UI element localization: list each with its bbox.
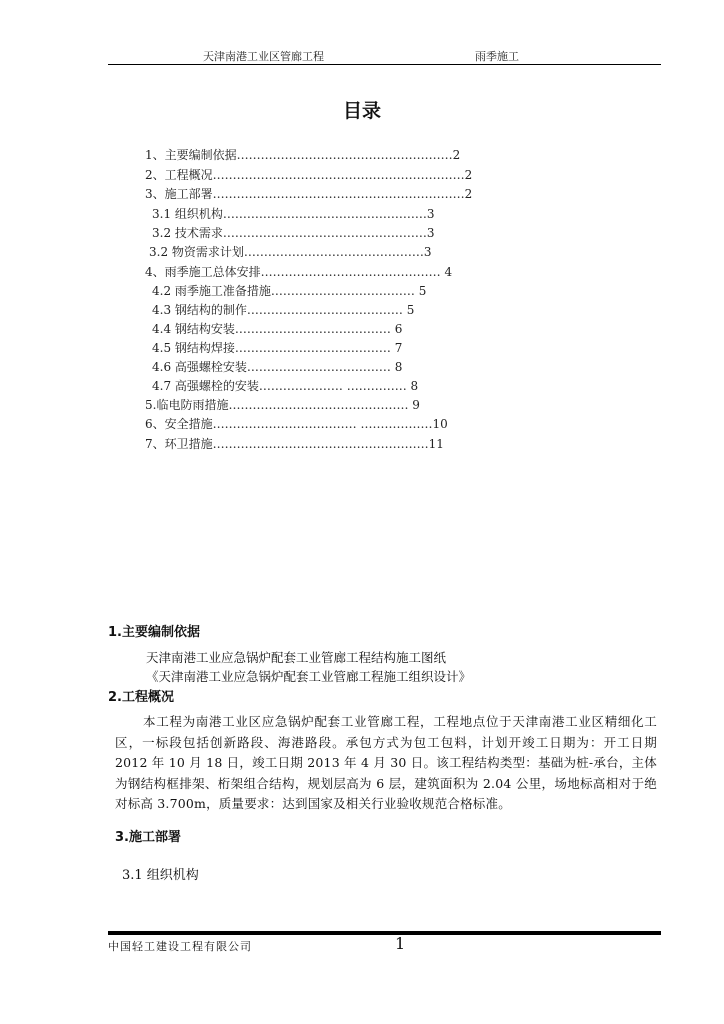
toc-item: 3.2 物资需求计划………………………………………3 <box>149 245 432 259</box>
footer-rule <box>108 931 661 935</box>
subsection-heading: 3.1 组织机构 <box>122 868 199 883</box>
page-number: 1 <box>395 934 406 953</box>
section-heading: 3.施工部署 <box>115 830 181 845</box>
header-rule <box>108 64 661 65</box>
toc-item: 7、环卫措施………………………………………………11 <box>145 437 444 451</box>
toc-item: 4.4 钢结构安装………………………………… 6 <box>152 322 403 336</box>
toc-item: 5.临电防雨措施……………………………………… 9 <box>145 398 420 412</box>
toc-item: 3.2 技术需求……………………………………………3 <box>152 226 435 240</box>
toc-item: 4.2 雨季施工准备措施……………………………… 5 <box>152 284 427 298</box>
toc-item: 3.1 组织机构……………………………………………3 <box>152 207 435 221</box>
toc-item: 1、主要编制依据………………………………………………2 <box>145 148 461 162</box>
section-heading: 2.工程概况 <box>108 690 174 705</box>
header-section-title: 雨季施工 <box>475 50 519 63</box>
footer-company: 中国轻工建设工程有限公司 <box>108 940 252 953</box>
body-paragraph: 本工程为南港工业区应急锅炉配套工业管廊工程，工程地点位于天津南港工业区精细化工区，一标段包括创新路段、海港路段。承包方式为包工包料，计划开竣工日期为：开工日期 2012 年 10 月 18 日，竣工日期 2013 年 4 月 30 日。该工程结构类型：基础为桩-承台，主体为钢结构框排架、桁架组合结构，规划层高为 6 层，建筑面积为 2.04 公里，场地标高相对于绝对标高 3.700m，质量要求：达到国家及相关行业验收规范合格标准。 <box>115 714 657 811</box>
header-project-title: 天津南港工业区管廊工程 <box>203 50 324 63</box>
toc-item: 4.6 高强螺栓安装……………………………… 8 <box>152 360 403 374</box>
section-heading: 1.主要编制依据 <box>108 625 200 640</box>
toc-item: 4、雨季施工总体安排……………………………………… 4 <box>145 265 453 279</box>
body-line: 《天津南港工业应急锅炉配套工业管廊工程施工组织设计》 <box>146 669 472 684</box>
body-line: 天津南港工业应急锅炉配套工业管廊工程结构施工图纸 <box>146 650 447 665</box>
toc-item: 2、工程概况………………………………………………………2 <box>145 168 473 182</box>
toc-item: 4.5 钢结构焊接………………………………… 7 <box>152 341 403 355</box>
page-title: 目录 <box>342 100 381 122</box>
toc-item: 6、安全措施……………………………… ………………10 <box>145 417 448 431</box>
toc-item: 3、施工部署………………………………………………………2 <box>145 187 473 201</box>
toc-item: 4.7 高强螺栓的安装………………… …………… 8 <box>152 379 419 393</box>
toc-item: 4.3 钢结构的制作………………………………… 5 <box>152 303 415 317</box>
